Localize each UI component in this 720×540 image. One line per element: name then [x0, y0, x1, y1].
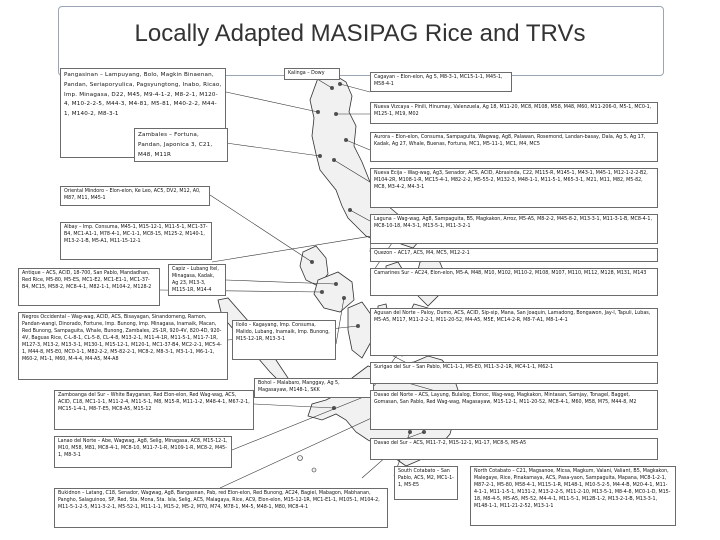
cagayan-box: Cagayan – Elon-elon, Ag 5, M8-3-1, MC15-1-1, M45-1, M58-4-1	[370, 72, 512, 92]
nueva-ecija-box: Nueva Ecija – Wag-wag, Ag3, Senador, ACS, ACID, Abrasinda, C22, M115-R, M145-1, M43-1, M45-1, M12-1-2-2-B2, M104-2R, M108-1-R, MC15-4-1, M82-2-2, M5-55-2, M132-3, M48-1-1, M11-5-1, M65-3-1, M21, M11, M82, M5-82, MC8, M3-4-2, M4-3-1	[370, 168, 658, 208]
quezon-box: Quezon – AC17, AC5, M4, MC5, M12-2-1	[370, 248, 658, 262]
negros-occidental-box: Negros Occidental – Wag-wag, ACID, ACS, Bisayagan, Sinandomeng, Ramon, Pandan-wangi, Dinorado, Fortune, Imp. Bunong, Imp. Minagasa, Inamaik, Macan, Red Bunong, Sampaguita, Whale, Bunong, Zambales, 2S-1R, 920-4V, 820-4D, 920-4V, Baguas Rice, C-L-8-1, CL-5-8, CL-4-8, M13-2-1, M11-4-1R, M11-5-1, M11-7-1R, M127-3, M13-2, M13-3-1, M130-1, M15-12-1, M120-1, MC1-37-B4, MC2-2-1, MC5-4-1, M44-8, M5-E0, MC0-1-1, M82-2-2, M5-82-2-1, MC8-2, M8-3-1, M3-1-1, M6-1-1, M60-2, M1-1, M60, M-4-4, M4-A5, M4-A8	[18, 312, 228, 380]
slide-title: Locally Adapted MASIPAG Rice and TRVs	[134, 20, 586, 47]
islet	[298, 456, 303, 461]
albay-box: Albay – Imp. Consuma, M45-1, M15-12-1, M11-5-1, MC1-37-B4, MC1-A1-1, M78-4-1, MC-1-1, MC8-15, M125-2, M140-1, M13-2-1-B, M5-A1, M11-15-12-1	[60, 222, 212, 260]
antique-box: Antique – ACS, ACID, 18-700, San Pablo, Mandadhan, Red Rice, M5-80, M5-ES, MC1-E2, MC1-E1-1, MC1-37-B4, MC15, M58-2, MC8-4-1, M82-1-1, M104-2, M128-2	[18, 268, 160, 306]
bukidnon-box: Bukidnon – Latang, C18, Senador, Wagwag, Ag8, Bangasnan, Pab, red Elon-elon, Red Bunong, AC24, Bagiel, Mabagon, Mabhanan, Pangho, Salaguinoo, SP, Red, Sta. Mona, Sta. Isla, Selig, AC5, Malagaya, Rice, AC9, Elon-elon, M15-12-1R, MC1-E1-1, M105-1, M104-2, M11-5-1-2-5, M11-3-2-1, M5-52-1, M11-1-1, M15-2, M5-2, M70, M74, M78-1, M4-5, M48-1, M80, MC8-4-1	[54, 488, 388, 528]
oriental-mindoro-box: Oriental Mindoro – Elon-elon, Ke Leo, AC5, DV2, M12, A0, M87, M11, M45-1	[60, 186, 210, 206]
negros-island	[348, 302, 372, 358]
iloilo-box: Iloilo – Kagayang, Imp. Consuma, Malido, Lubang, Inamaik, Imp. Bunong, M15-12-1R, M13-3-1	[232, 320, 336, 360]
bohol-box: Bohol – Malabaro, Manggay, Ag 5, Magasayaw, M148-1, SKK	[254, 378, 374, 398]
pangasinan-box: Pangasinan – Lampuyang, Bolo, Magkin Binaenan, Pandan, Seriaporyulica, Pagsyungtong, Inabo, Ricao, Imp. Minagasa, D22, M45, M9-4-1-2, M8-2-1, M120-4, M10-2-2-5, M44-3, M4-81, M5-81, M40-2-2, M44-1, M140-2, M8-3-1	[60, 68, 226, 158]
surigao-del-sur-box: Surigao del Sur – San Pablo, MC1-1-1, M5-E0, M11-3-2-1R, MC4-1-1, M62-1	[370, 362, 658, 384]
kalinga-box: Kalinga – Dowy	[284, 68, 340, 80]
south-cotabato-box: South Cotabato – San Pablo, ACS, M2, MC1-1-1, M5-E5	[394, 466, 458, 500]
lanao-del-norte-box: Lanao del Norte – Abe, Wagwag, Ag8, Selig, Minagasa, AC8, M15-12-1, M10, M58, M81, MC8-4-1, MC8-10, M11-7-1-R, M109-1-R, MC8-2, M45-1, M8-3-1	[54, 436, 232, 468]
zamboanga-del-sur-box: Zamboanga del Sur – White Bayganan, Red Elon-elon, Red Wag-wag, ACS, ACID, C18, MC1-1-1, M11-2-4, M11-5-1, M8, M15-R, M11-1-2, M48-4-1, M67-2-1, MC15-1-4-1, M8-7-E5, MC8-A5, M15-12	[54, 390, 254, 430]
aurora-box: Aurora – Elon-elon, Consuma, Sampaguita, Wagwag, Ag8, Palawan, Rosemond, Landan-basay, Dala, Ag 5, Ag 17, Kadak, Ag 27, Whale, Buenas, Fortuna, MC1, M5-11-1, MC1, M4, MC5	[370, 132, 658, 162]
zambales-box: Zambales – Fortuna, Pandan, Japonica 3, C21, M48, M11R	[134, 128, 228, 162]
north-cotabato-box: North Cotabato – C21, Magsanoe, Micsa, Magkum, Valani, Valiant, B5, Magkakon, Malegaye, Rice, Pinakamaya, ACS, Pasa-yaon, Sampaguita, Mapana, MC8-1-2-1, M87-2-1, M5-80, M58-4-1, M115-1-R, M148-1, M10-5-2-5, M4-4-B, M20-4-1, M11-4-1-1, M11-1-5-1, M131-2, M13-2-2-5, M11-2-10, M13-5-1, M8-4-8, MC0-1-D, M15-18, M8-4-5, M5-A5, M5-52, M4-4-1, M11-5-1, M12B-1-2, M13-2-1-B, M13-3-1, M148-1-1, M11-21-2-52, M13-1-1	[470, 466, 676, 526]
islet	[312, 468, 316, 472]
davao-del-norte-box: Davao del Norte – ACS, Layung, Bulalog, Elonoc, Wag-wag, Magkakon, Mintasan, Samjay, Tonagel, Bagget, Gomasan, San Pablo, Red Wag-wag, Magasayaw, M15-12-1, M11-20-52, MC8-4-1, M60, M58, M75, M44-8, M2	[370, 390, 658, 430]
nueva-vizcaya-box: Nueva Vizcaya – Pinili, Hinumay, Valenzuela, Ag 18, M11-20, MC8, M108, M58, M48, M60, M11-206-0, M5-1, MC0-1, M125-1, M19, M02	[370, 102, 658, 124]
laguna-box: Laguna – Wag-wag, Ag8, Sampaguita, B5, Magkakon, Arroz, M5-A5, M8-2-2, M45-8-2, M13-3-1, M11-3-1-B, MC8-4-1, MC8-10-18, M4-3-1, M13-5-1, M11-3-2-1	[370, 214, 658, 244]
agusan-del-norte-box: Agusan del Norte – Paloy, Dumo, ACS, ACID, Sip-sip, Mana, San Joaquin, Lamadong, Bongawon, Jay-l, Tapuli, Lubas, M5-A5, M117, M11-2-2-1, M11-20-52, M4-A5, M5E, MC14-2-R, M8-7-A1, M8-1-4-1	[370, 308, 658, 356]
capiz-box: Capiz – Lubang Itel, Minagasa, Kadak, Ag 23, M13-3, M115-1R, M14-4	[168, 264, 226, 296]
camarines-sur-box: Camarines Sur – AC24, Elon-elon, M5-A, M48, M10, M102, M110-2, M108, M107, M110, M112, M128, M131, M143	[370, 268, 658, 296]
davao-del-sur-box: Davao del Sur – ACS, M11-7-2, M15-12-1, M1-17, MC8-5, M5-A5	[370, 438, 658, 460]
